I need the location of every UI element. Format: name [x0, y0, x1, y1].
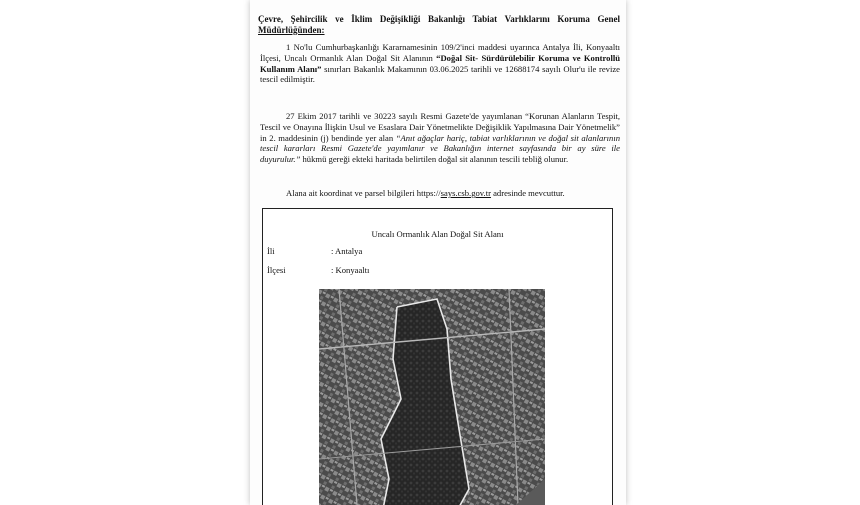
satellite-map-image: [319, 289, 545, 505]
paragraph-coordinates: [260, 188, 620, 199]
province-value: : Antalya: [331, 246, 363, 256]
satellite-map-graphic: [319, 289, 545, 505]
paragraph-2-tail: hükmü gereği ekteki haritada belirtilen doğal sit alanının tescili tebliğ olunur.: [300, 154, 569, 165]
paragraph-1-text: 1 No'lu Cumhurbaşkanlığı Kararnamesinin 109/2'inci maddesi uyarınca Antalya İli, Konyaaltı İlçesi, Uncalı Ormanlık Alan Doğal Sit Alanının: [260, 42, 620, 63]
district-value: : Konyaaltı: [331, 265, 370, 275]
document-page: [250, 0, 626, 505]
paragraph-1-tail: sınırları Bakanlık Makamının 03.06.2025 tarihli ve 12688174 sayılı Olur'u ile revize tescil edilmiştir.: [260, 63, 620, 85]
map-title: Uncalı Ormanlık Alan Doğal Sit Alanı: [371, 229, 504, 239]
province-label: İli: [267, 246, 275, 256]
paragraph-3-tail: adresinde mevcuttur.: [490, 188, 565, 198]
document-heading: [258, 14, 620, 36]
heading-line-1: Çevre, Şehircilik ve İklim Değişikliği Bakanlığı Tabiat Varlıklarını Koruma Genel: [258, 14, 620, 24]
paragraph-2-text: 27 Ekim 2017 tarihli ve 30223 sayılı Resmi Gazete'de yayımlanan “Korunan Alanların Tespit, Tescil ve Onayına İlişkin Usul ve Esaslara Dair Yönetmelikte Değişiklik Yapılmasına Dair Yönetmelik” in 2. maddesinin (j) bendinde yer alan: [260, 111, 620, 143]
heading-line-2: Müdürlüğünden:: [258, 24, 325, 35]
paragraph-1-bold: “Doğal Sit- Sürdürülebilir Koruma ve Kontrollü Kullanım Alanı”: [260, 52, 620, 74]
map-annex-box: [262, 208, 613, 505]
paragraph-2-italic: “Anıt ağaçlar hariç, tabiat varlıklarının ve doğal sit alanlarının tescil kararları Resmi Gazete'de yayımlanır ve Bakanlığın internet sayfasında bir ay süre ile duyurulur.”: [260, 132, 621, 165]
paragraph-3-text: Alana ait koordinat ve parsel bilgileri https://: [286, 188, 441, 198]
district-label: İlçesi: [267, 265, 286, 275]
paragraph-regulation: [260, 111, 620, 165]
says-link[interactable]: says.csb.gov.tr: [440, 188, 491, 198]
paragraph-registration: [260, 42, 620, 85]
